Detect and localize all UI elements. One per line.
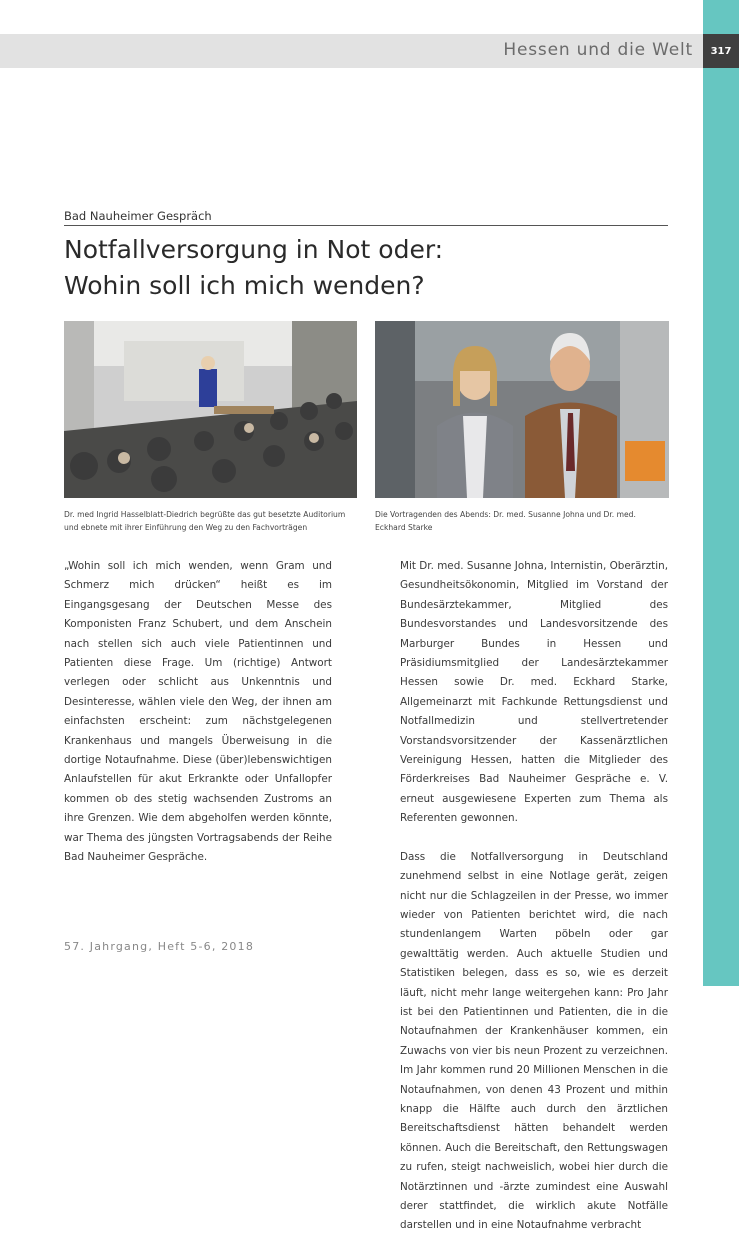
kicker-divider [64, 225, 668, 226]
body-paragraph-2-continued: Mit Dr. med. Susanne Johna, Internistin, Oberärztin, Gesundheitsökonomin, Mitglied im Vorstand der Bundesärztekammer, Mitglied des Bundesvorstandes und Landesvorsitzende des Marburger Bundes in Hessen und Präsidiumsmitglied der Landesärztekammer Hessen sowie Dr. med. Eckhard Starke, Allgemeinarzt mit Fachkunde Rettungsdienst und Notfallmedizin und stellvertretender Vorstandsvorsitzender der Kassenärztlichen Vereinigung Hessen, hatten die Mitglieder des Förderkreises Bad Nauheimer Gespräche e. V. erneut ausgewiesene Experten zum Thema als Referenten gewonnen. [400, 560, 668, 825]
issue-footer: 57. Jahrgang, Heft 5-6, 2018 [64, 940, 255, 953]
auditorium-photo [64, 321, 357, 498]
right-photo-caption: Die Vortragenden des Abends: Dr. med. Susanne Johna und Dr. med. Eckhard Starke [375, 510, 636, 532]
left-photo-caption: Dr. med Ingrid Hasselblatt-Diedrich begrüßte das gut besetzte Auditorium und ebnete mit ihrer Einführung den Weg zu den Fachvorträgen [64, 510, 346, 532]
body-paragraph-3: Dass die Notfallversorgung in Deutschland zunehmend selbst in eine Notlage gerät, zeigen nicht nur die Schlagzeilen in der Presse, wo immer wieder von Patienten berichtet wird, die nach stundenlangem Warten pöbeln oder gar gewalttätig werden. Auch aktuelle Studien und Statistiken belegen, dass es so, wie es derzeit läuft, nicht mehr lange weitergehen kann: Pro Jahr ist bei den Patientinnen und Patienten, die in die Notaufnahmen der Krankenhäuser kommen, ein Zuwachs von vier bis neun Prozent zu verzeichnen. Im Jahr kommen rund 20 Millionen Menschen in die Notaufnahmen, von denen 43 Prozent und mithin knapp die Hälfte auch durch den ärztlichen Bereitschaftsdienst hätten behandelt werden können. Auch die Bereitschaft, den Rettungswagen zu rufen, steigt nachweislich, wobei hier durch die Notärztinnen und -ärzte zumindest eine Auswahl derer stattfindet, die wirklich akute Notfälle darstellen und in eine Notaufnahme verbracht [400, 850, 668, 1232]
article-title [64, 232, 674, 304]
body-column-right [400, 557, 668, 1255]
auditorium-photo-image [64, 321, 357, 498]
section-title: Hessen und die Welt [503, 40, 693, 60]
article-title-line2: Wohin soll ich mich wenden? [64, 271, 425, 300]
side-accent-bar [703, 0, 739, 986]
body-column-left [64, 557, 332, 887]
page-number: 317 [703, 34, 739, 68]
speakers-photo [375, 321, 669, 498]
body-paragraph-1: „Wohin soll ich mich wenden, wenn Gram und Schmerz mich drücken“ heißt es im Eingangsgesang der Deutschen Messe des Komponisten Franz Schubert, und dem Anschein nach stellen sich auch viele Patientinnen und Patienten diese Frage. Um (richtige) Antwort verlegen oder schlicht aus Unkenntnis und Desinteresse, wählen viele den Weg, der ihnen am einfachsten erscheint: zum nächstgelegenen Krankenhaus und mangels Überweisung in die dortige Notaufnahme. Diese (über)lebenswichtigen Anlaufstellen für akut Erkrankte oder Unfallopfer kommen ob des stetig wachsenden Zustroms an ihre Grenzen. Wie dem abgeholfen werden könnte, war Thema des jüngsten Vortragsabends der Reihe Bad Nauheimer Gespräche. [64, 560, 332, 864]
article-title-line1: Notfallversorgung in Not oder: [64, 235, 444, 264]
speakers-photo-image [375, 321, 669, 498]
article-kicker: Bad Nauheimer Gespräch [64, 209, 212, 223]
